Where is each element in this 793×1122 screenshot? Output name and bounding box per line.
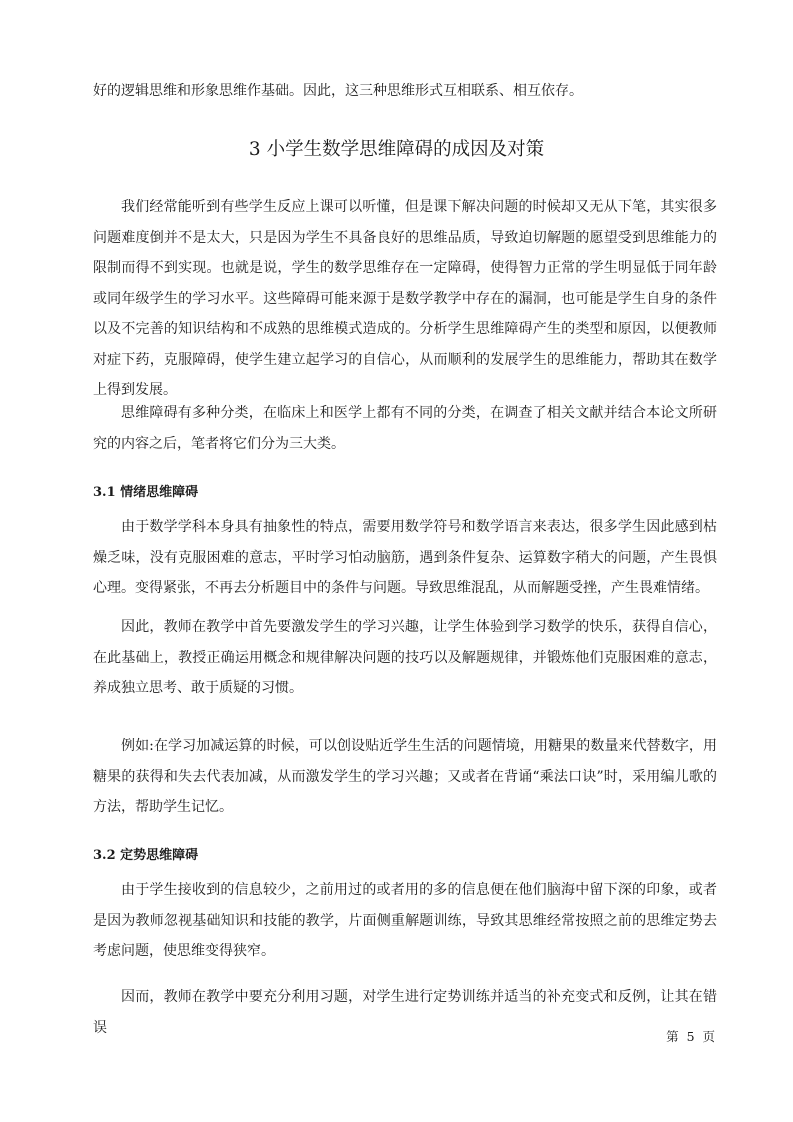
intro-paragraph-1: 我们经常能听到有些学生反应上课可以听懂，但是课下解决问题的时候却又无从下笔，其实很多问题难度倒并不是太大，只是因为学生不具备良好的思维品质，导致迫切解题的愿望受到思维能力的限制而得不到实现。也就是说，学生的数学思维存在一定障碍，使得智力正常的学生明显低于同年龄或同年级学生的学习水平。这些障碍可能来源于是数学教学中存在的漏洞，也可能是学生自身的条件以及不完善的知识结构和不成熟的思维模式造成的。分析学生思维障碍产生的类型和原因，以便教师对症下药，克服障碍，使学生建立起学习的自信心，从而顺利的发展学生的思维能力，帮助其在数学上得到发展。: [93, 199, 717, 398]
subsection-1-paragraph-1: 由于数学学科本身具有抽象性的特点，需要用数学符号和数学语言来表达，很多学生因此感到枯燥乏味，没有克服困难的意志，平时学习怕动脑筋，遇到条件复杂、运算数字稍大的问题，产生畏惧心理。变得紧张，不再去分析题目中的条件与问题。导致思维混乱，从而解题受挫，产生畏难情绪。: [93, 519, 717, 596]
subsection-2-paragraph-2: 因而，教师在教学中要充分利用习题，对学生进行定势训练并适当的补充变式和反例，让其在错误: [93, 989, 717, 1036]
subsection-1-paragraph-3: 例如:在学习加减运算的时候，可以创设贴近学生生活的问题情境，用糖果的数量来代替数字，用糖果的获得和失去代表加减，从而激发学生的学习兴趣；又或者在背诵“乘法口诀”时，采用编儿歌的方法，帮助学生记忆。: [93, 738, 717, 815]
lead-paragraph: 好的逻辑思维和形象思维作基础。因此，这三种思维形式互相联系、相互依存。: [93, 83, 583, 99]
subsection-1-paragraph-2: 因此，教师在教学中首先要激发学生的学习兴趣，让学生体验到学习数学的快乐，获得自信心，在此基础上，教授正确运用概念和规律解决问题的技巧以及解题规律，并锻炼他们克服困难的意志，养成独立思考、敢于质疑的习惯。: [93, 619, 717, 696]
section-title: 3 小学生数学思维障碍的成因及对策: [248, 139, 545, 160]
subsection-title-3-1: 3.1 情绪思维障碍: [93, 485, 199, 500]
intro-paragraph-2: 思维障碍有多种分类，在临床上和医学上都有不同的分类，在调查了相关文献并结合本论文所研究的内容之后，笔者将它们分为三大类。: [93, 405, 717, 452]
subsection-2-paragraph-1: 由于学生接收到的信息较少，之前用过的或者用的多的信息便在他们脑海中留下深的印象，或者是因为教师忽视基础知识和技能的教学，片面侧重解题训练，导致其思维经常按照之前的思维定势去考虑问题，使思维变得狭窄。: [93, 882, 717, 959]
subsection-title-3-2: 3.2 定势思维障碍: [93, 848, 199, 863]
page-number: 第 5 页: [666, 1029, 717, 1044]
